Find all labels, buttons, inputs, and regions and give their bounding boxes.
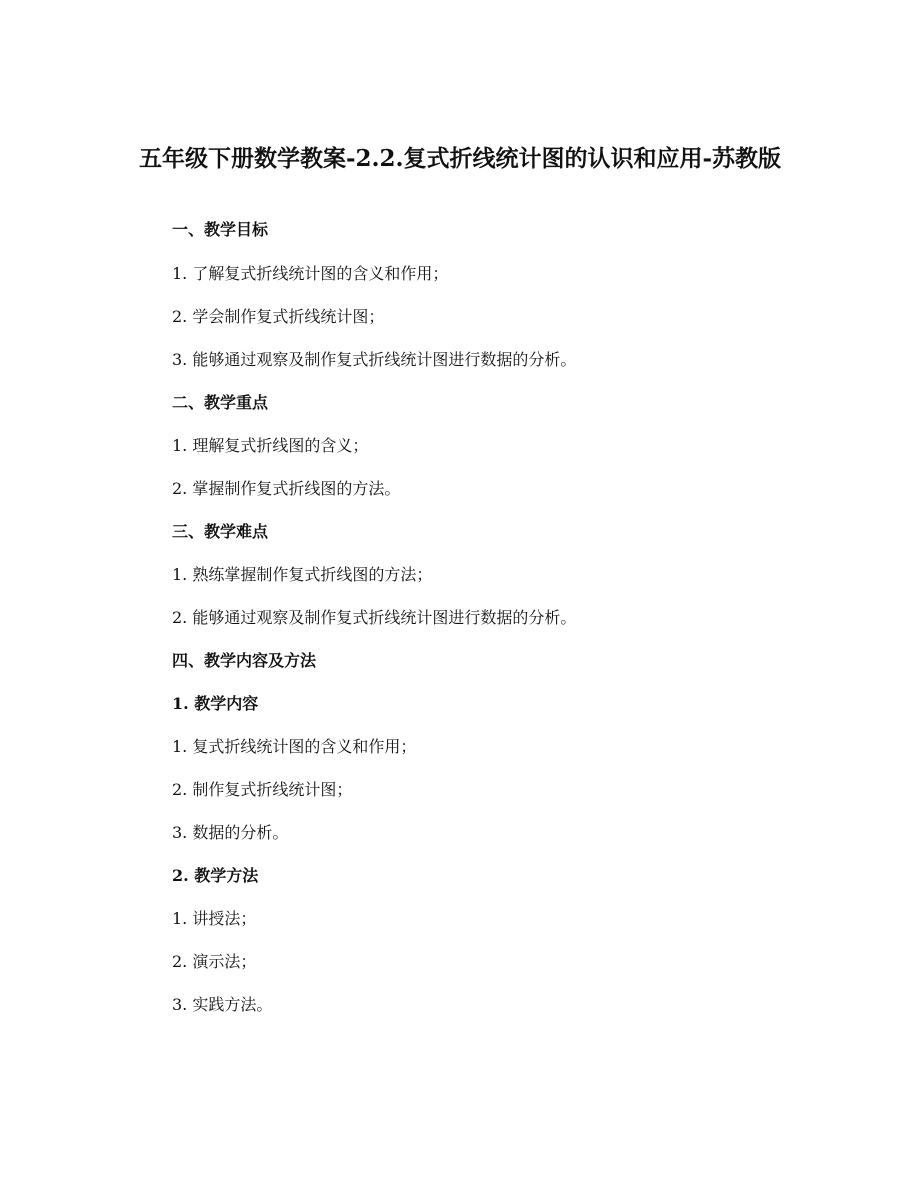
section-heading-content-methods: 四、教学内容及方法 xyxy=(172,651,317,670)
list-item: 2. 学会制作复式折线统计图； xyxy=(172,307,385,326)
list-item: 1. 熟练掌握制作复式折线图的方法； xyxy=(172,565,433,584)
list-item: 1. 理解复式折线图的含义； xyxy=(172,436,369,455)
list-item: 1. 讲授法； xyxy=(172,909,257,928)
list-item: 2. 掌握制作复式折线图的方法。 xyxy=(172,479,401,498)
document-title: 五年级下册数学教案-2.2.复式折线统计图的认识和应用-苏教版 xyxy=(138,145,782,172)
subsection-heading-content: 1. 教学内容 xyxy=(172,694,259,713)
list-item: 3. 实践方法。 xyxy=(172,995,273,1014)
list-item: 3. 数据的分析。 xyxy=(172,823,289,842)
list-item: 3. 能够通过观察及制作复式折线统计图进行数据的分析。 xyxy=(172,350,577,369)
list-item: 2. 演示法； xyxy=(172,952,257,971)
list-item: 1. 了解复式折线统计图的含义和作用； xyxy=(172,264,449,283)
section-heading-key-points: 二、教学重点 xyxy=(172,393,269,412)
list-item: 2. 制作复式折线统计图； xyxy=(172,780,353,799)
list-item: 1. 复式折线统计图的含义和作用； xyxy=(172,737,417,756)
section-heading-difficulties: 三、教学难点 xyxy=(172,522,269,541)
subsection-heading-methods: 2. 教学方法 xyxy=(172,866,259,885)
section-heading-objectives: 一、教学目标 xyxy=(172,220,269,239)
list-item: 2. 能够通过观察及制作复式折线统计图进行数据的分析。 xyxy=(172,608,577,627)
